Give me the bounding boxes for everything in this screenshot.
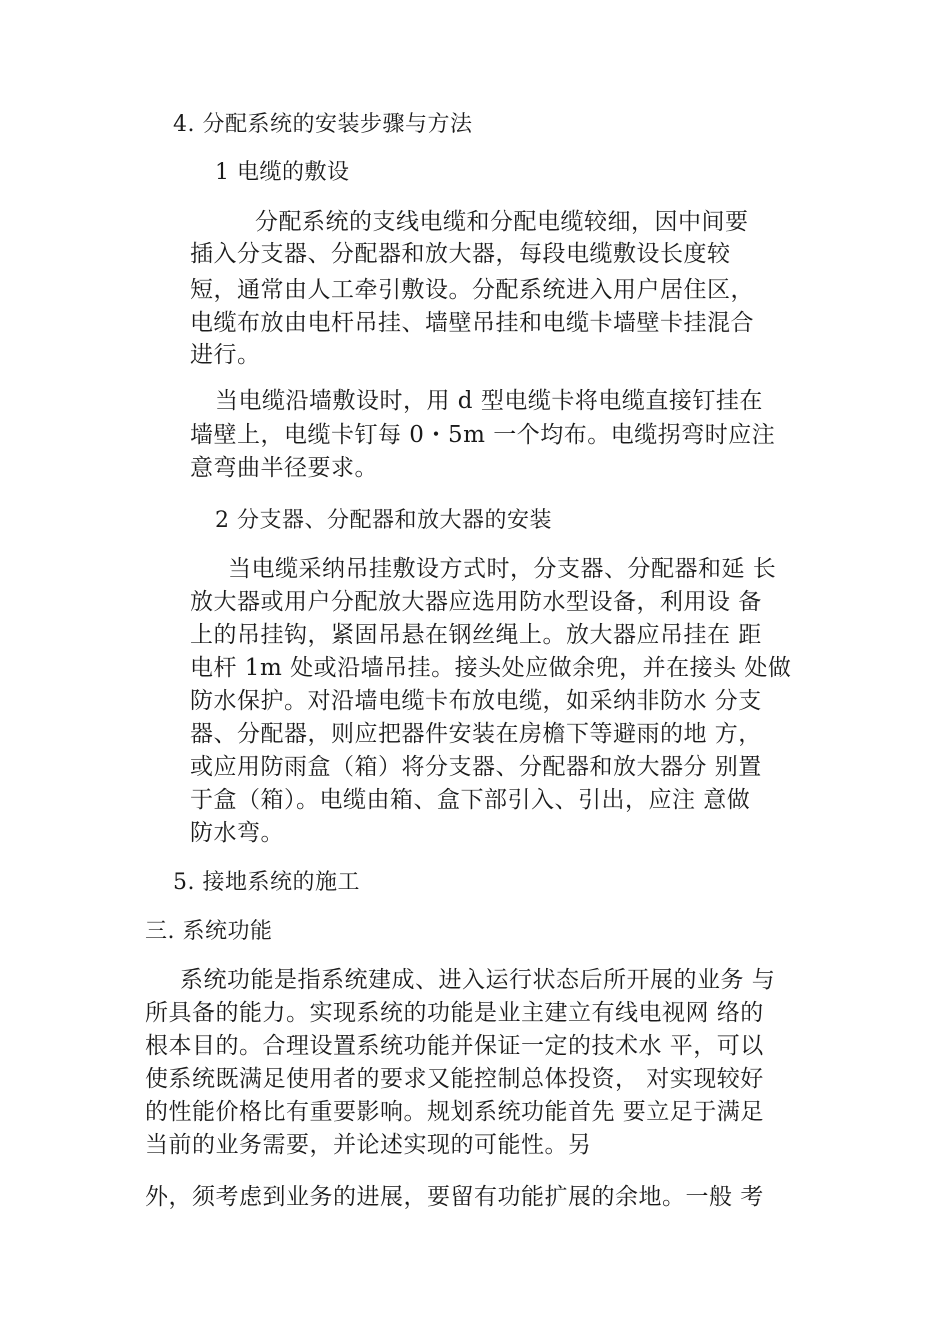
paragraph-line: 的性能价格比有重要影响。规划系统功能首先 要立足于满足 bbox=[145, 1099, 764, 1125]
paragraph-line: 意弯曲半径要求。 bbox=[190, 455, 378, 481]
paragraph-line: 放大器或用户分配放大器应选用防水型设备，利用设 备 bbox=[190, 589, 762, 615]
paragraph-line: 进行。 bbox=[190, 342, 261, 368]
paragraph-line: 所具备的能力。实现系统的功能是业主建立有线电视网 络的 bbox=[145, 1000, 764, 1026]
paragraph-line: 分配系统的支线电缆和分配电缆较细，因中间要 bbox=[255, 209, 749, 235]
paragraph-line: 当电缆沿墙敷设时，用 d 型电缆卡将电缆直接钉挂在 bbox=[215, 388, 763, 414]
paragraph-line: 外，须考虑到业务的进展，要留有功能扩展的余地。一般 考 bbox=[145, 1184, 764, 1210]
paragraph-line: 墙壁上，电缆卡钉每 0・5m 一个均布。电缆拐弯时应注 bbox=[190, 422, 776, 448]
paragraph-line: 防水保护。对沿墙电缆卡布放电缆，如采纳非防水 分支 bbox=[190, 688, 762, 714]
paragraph-line: 系统功能是指系统建成、进入运行状态后所开展的业务 与 bbox=[180, 967, 776, 993]
section-4-heading: 4. 分配系统的安装步骤与方法 bbox=[173, 112, 473, 137]
paragraph-line: 上的吊挂钩，紧固吊悬在钢丝绳上。放大器应吊挂在 距 bbox=[190, 622, 762, 648]
paragraph-line: 当前的业务需要，并论述实现的可能性。另 bbox=[145, 1132, 592, 1158]
paragraph-line: 插入分支器、分配器和放大器，每段电缆敷设长度较 bbox=[190, 241, 731, 267]
paragraph-line: 电杆 1m 处或沿墙吊挂。接头处应做余兜，并在接头 处做 bbox=[190, 655, 792, 681]
paragraph-line: 防水弯。 bbox=[190, 820, 284, 846]
paragraph-line: 电缆布放由电杆吊挂、墙壁吊挂和电缆卡墙壁卡挂混合 bbox=[190, 310, 754, 336]
paragraph-line: 于盒（箱）。电缆由箱、盒下部引入、引出，应注 意做 bbox=[190, 787, 751, 813]
subsection-1-heading: 1 电缆的敷设 bbox=[215, 160, 350, 185]
section-three-heading: 三. 系统功能 bbox=[145, 919, 273, 944]
section-5-heading: 5. 接地系统的施工 bbox=[173, 870, 360, 895]
paragraph-line: 使系统既满足使用者的要求又能控制总体投资， 对实现较好 bbox=[145, 1066, 764, 1092]
paragraph-line: 或应用防雨盒（箱）将分支器、分配器和放大器分 别置 bbox=[190, 754, 762, 780]
subsection-2-heading: 2 分支器、分配器和放大器的安装 bbox=[215, 508, 552, 533]
paragraph-line: 短，通常由人工牵引敷设。分配系统进入用户居住区， bbox=[190, 277, 754, 303]
paragraph-line: 器、分配器，则应把器件安装在房檐下等避雨的地 方， bbox=[190, 721, 762, 747]
paragraph-line: 根本目的。合理设置系统功能并保证一定的技术水 平，可以 bbox=[145, 1033, 764, 1059]
paragraph-line: 当电缆采纳吊挂敷设方式时，分支器、分配器和延 长 bbox=[228, 556, 777, 582]
